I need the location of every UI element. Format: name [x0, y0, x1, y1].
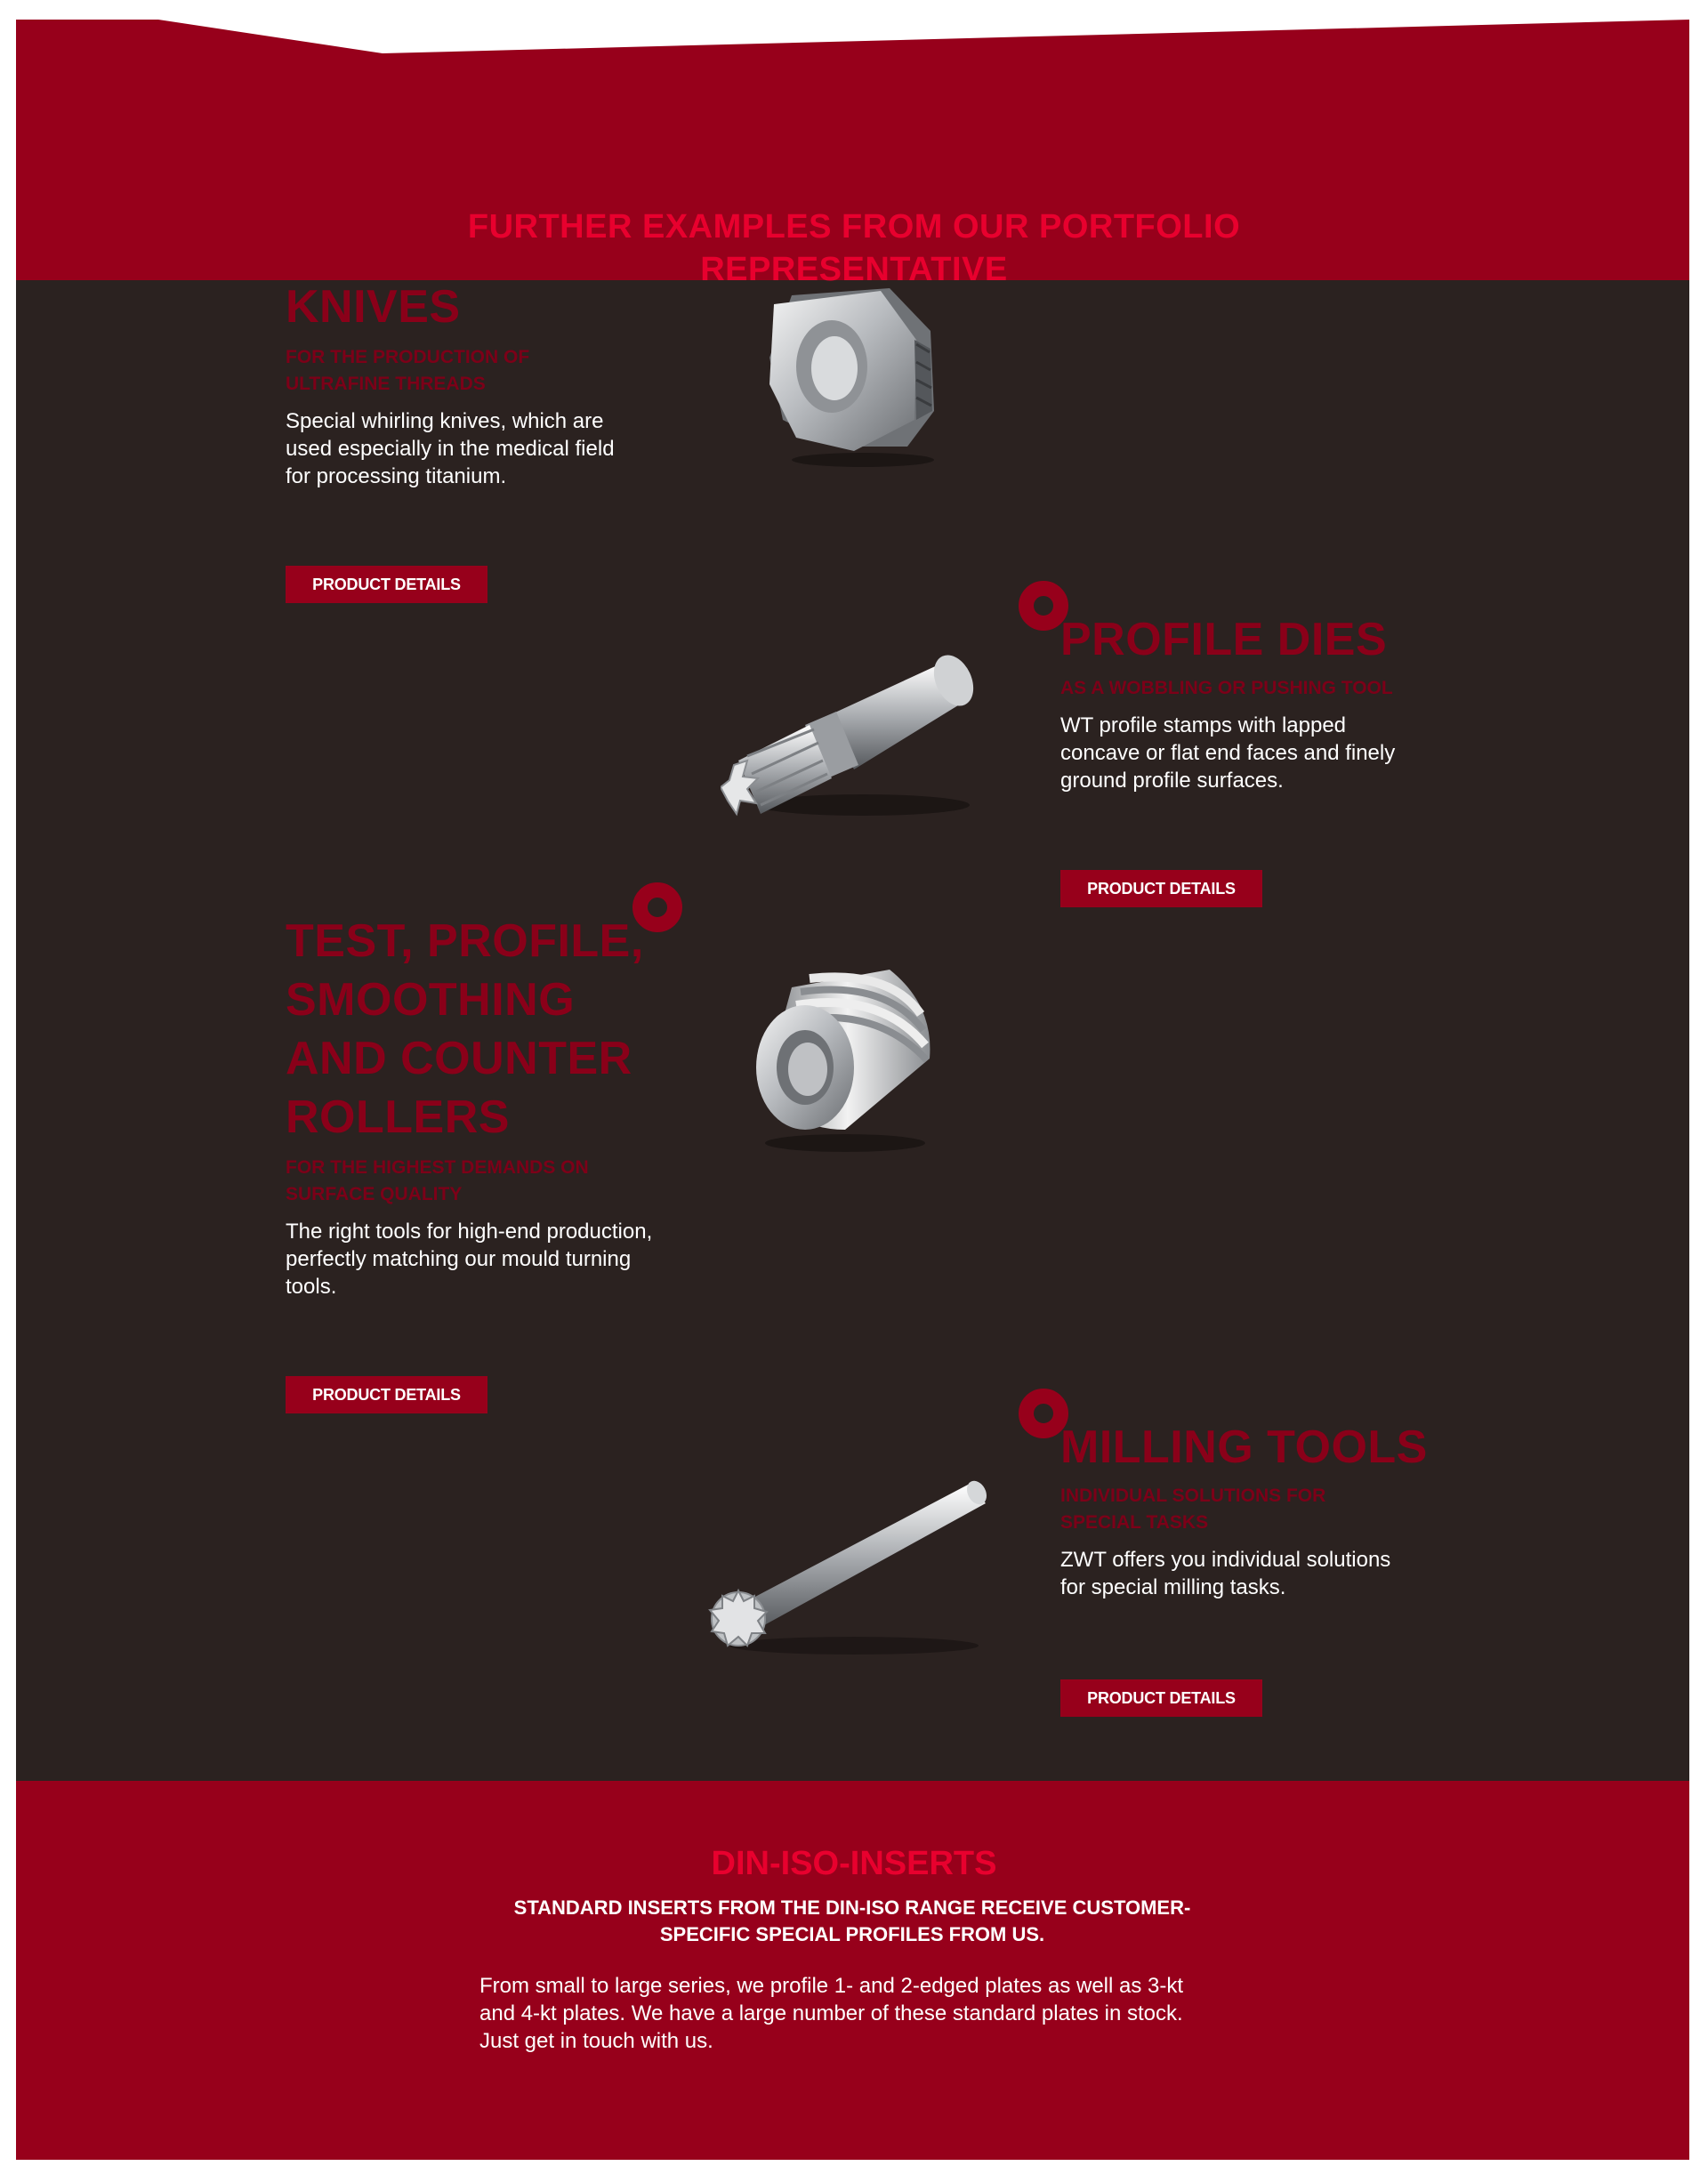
knives-product-details-button[interactable]: PRODUCT DETAILS	[286, 566, 487, 603]
roller-icon	[738, 952, 943, 1156]
milling-tools-title: MILLING TOOLS	[1060, 1421, 1428, 1473]
section-subtitle: REPRESENTATIVE	[700, 251, 1008, 288]
milling-cutter-icon	[703, 1477, 996, 1663]
milling-tools-product-details-button[interactable]: PRODUCT DETAILS	[1060, 1679, 1262, 1717]
rollers-product-details-button[interactable]: PRODUCT DETAILS	[286, 1376, 487, 1413]
rollers-title: TEST, PROFILE, SMOOTHING AND COUNTER ROLLERS	[286, 915, 644, 1143]
din-iso-red-section	[16, 1781, 1689, 2160]
din-iso-lead: STANDARD INSERTS FROM THE DIN-ISO RANGE RECEIVE CUSTOMER-SPECIFIC SPECIAL PROFILES FROM US.	[513, 1896, 1191, 1945]
knives-title: KNIVES	[286, 281, 461, 333]
section-title: FURTHER EXAMPLES FROM OUR PORTFOLIO	[467, 208, 1241, 246]
knives-subtitle: FOR THE PRODUCTION OF ULTRAFINE THREADS	[286, 347, 530, 394]
din-iso-title: DIN-ISO-INSERTS	[711, 1845, 997, 1882]
rollers-subtitle: FOR THE HIGHEST DEMANDS ON SURFACE QUALITY	[286, 1157, 589, 1204]
din-iso-body: From small to large series, we profile 1- and 2-edged plates as well as 3-kt and 4-kt plates. We have a large number of these standard plates in stock. Just get in touch with us.	[479, 1974, 1184, 2053]
profile-dies-product-details-button[interactable]: PRODUCT DETAILS	[1060, 870, 1262, 907]
profile-die-icon	[721, 654, 983, 832]
whirling-knife-icon	[756, 278, 943, 469]
milling-tools-description: ZWT offers you individual solutions for special milling tasks.	[1060, 1548, 1391, 1599]
rollers-description: The right tools for high-end production, perfectly matching our mould turning tools.	[286, 1220, 653, 1299]
knives-description: Special whirling knives, which are used especially in the medical field for processing titanium.	[286, 409, 615, 488]
profile-dies-description: WT profile stamps with lapped concave or flat end faces and finely ground profile surfaces.	[1060, 713, 1396, 793]
milling-tools-subtitle: INDIVIDUAL SOLUTIONS FOR SPECIAL TASKS	[1060, 1486, 1326, 1533]
profile-dies-subtitle: AS A WOBBLING OR PUSHING TOOL	[1060, 678, 1393, 698]
profile-dies-title: PROFILE DIES	[1060, 614, 1388, 665]
